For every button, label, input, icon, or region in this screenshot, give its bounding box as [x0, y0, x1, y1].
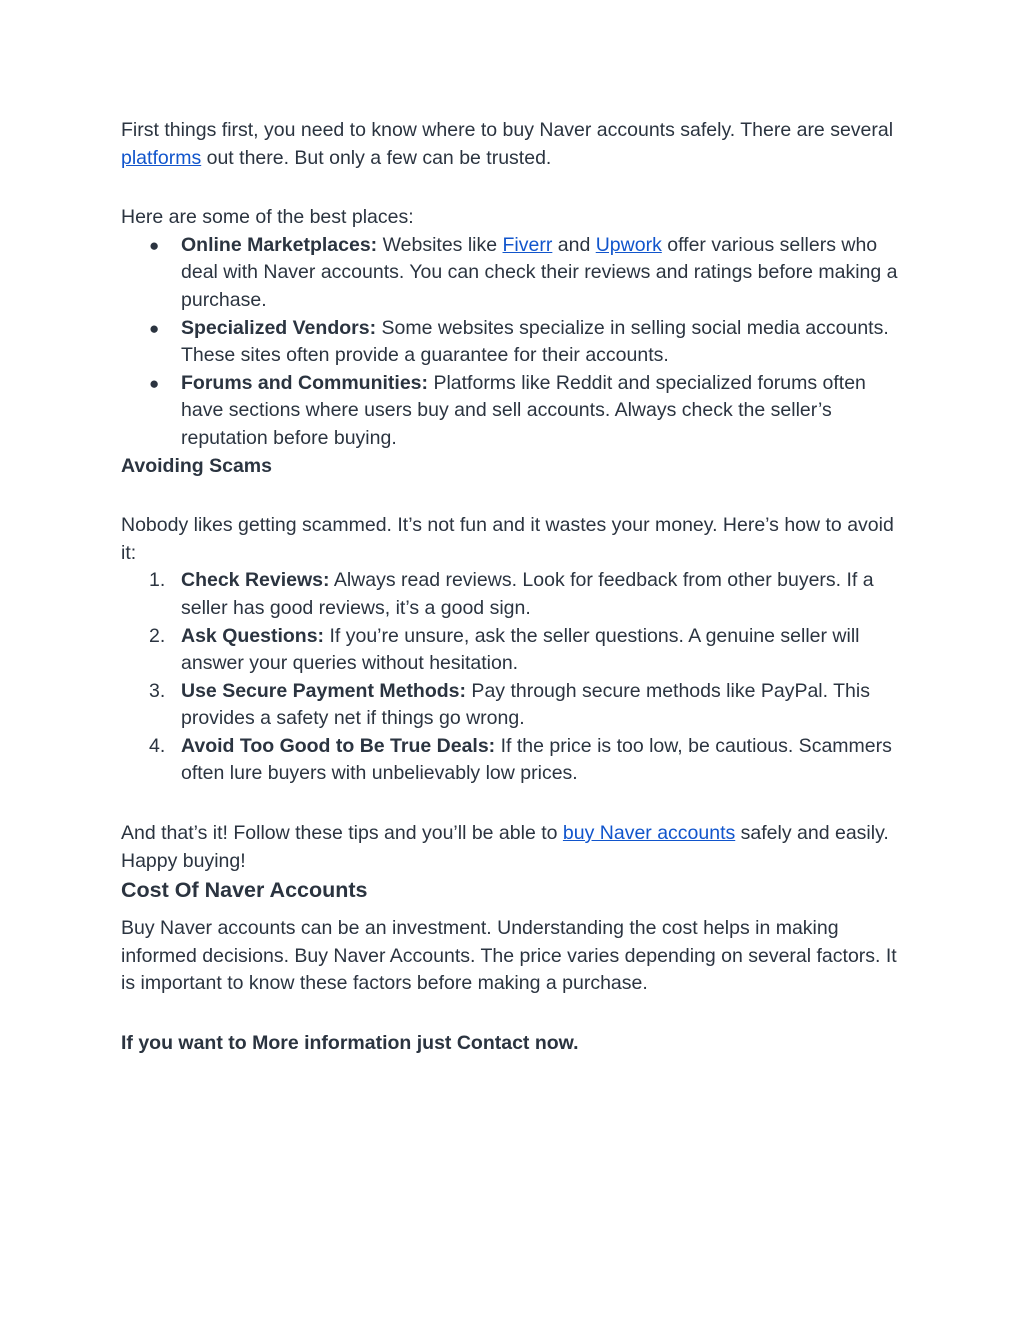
platforms-link[interactable]: platforms	[121, 146, 202, 169]
list-item-text: Websites like	[377, 233, 503, 256]
places-list	[121, 232, 911, 453]
bullet-icon: ●	[149, 235, 160, 255]
cost-heading: Cost Of Naver Accounts	[121, 878, 368, 903]
list-number: 4.	[149, 734, 166, 757]
list-item-title: Online Marketplaces:	[181, 233, 378, 256]
list-item-text: Always read reviews. Look for feedback from other buyers. If a seller has good reviews, it’s a good sign.	[181, 569, 874, 619]
avoiding-intro: Nobody likes getting scammed. It’s not fun and it wastes your money. Here’s how to avoid it:	[121, 514, 894, 564]
list-item-text: If you’re unsure, ask the seller questions. A genuine seller will answer your queries without hesitation.	[181, 624, 860, 675]
document-page	[121, 117, 911, 1058]
list-item-text: offer various sellers who deal with Naver accounts. You can check their reviews and ratings before making a purchase.	[181, 233, 898, 311]
closing-text-2: safely and easily. Happy buying!	[121, 822, 889, 872]
list-item	[121, 370, 911, 453]
list-item-title: Use Secure Payment Methods:	[181, 679, 467, 702]
list-item-title: Avoid Too Good to Be True Deals:	[181, 734, 496, 757]
list-item-title: Specialized Vendors:	[181, 316, 377, 339]
intro-text-1: First things first, you need to know where to buy Naver accounts safely. There are several	[121, 119, 894, 141]
intro-text-2: out there. But only a few can be trusted.	[201, 146, 552, 169]
fiverr-link[interactable]: Fiverr	[502, 233, 553, 256]
list-item-text: and	[552, 233, 596, 256]
list-item-title: Ask Questions:	[181, 624, 325, 647]
list-item	[121, 232, 911, 315]
list-number: 2.	[149, 624, 166, 647]
closing-paragraph	[121, 820, 911, 875]
list-item	[121, 733, 911, 788]
avoiding-scams-heading: Avoiding Scams	[121, 454, 272, 477]
list-number: 3.	[149, 679, 166, 702]
list-item-text: Pay through secure methods like PayPal. This provides a safety net if things go wrong.	[181, 679, 870, 730]
buy-naver-accounts-link[interactable]: buy Naver accounts	[562, 822, 736, 845]
list-item-text: Platforms like Reddit and specialized forums often have sections where users buy and sell accounts. Always check the seller’s reputation before buying.	[181, 371, 866, 449]
closing-text-1: And that’s it! Follow these tips and you’ll be able to	[121, 822, 563, 845]
bullet-icon: ●	[149, 373, 160, 393]
list-item	[121, 567, 911, 622]
contact-cta: If you want to More information just Contact now.	[121, 1032, 579, 1055]
list-item-text: Some websites specialize in selling social media accounts. These sites often provide a guarantee for their accounts.	[181, 316, 889, 367]
list-item	[121, 315, 911, 370]
scam-tips-list	[121, 567, 911, 788]
places-intro: Here are some of the best places:	[121, 206, 414, 229]
list-item-title: Check Reviews:	[181, 569, 330, 592]
list-item-title: Forums and Communities:	[181, 371, 429, 394]
cost-paragraph: Buy Naver accounts can be an investment. Understanding the cost helps in making informed decisions. Buy Naver Accounts. The price varies depending on several factors. It is important to know these factors before making a purchase.	[121, 917, 897, 995]
intro-paragraph	[121, 117, 911, 172]
bullet-icon: ●	[149, 318, 160, 338]
list-item	[121, 623, 911, 678]
list-item	[121, 678, 911, 733]
upwork-link[interactable]: Upwork	[595, 233, 662, 256]
list-number: 1.	[149, 569, 166, 592]
list-item-text: If the price is too low, be cautious. Scammers often lure buyers with unbelievably low prices.	[181, 734, 892, 785]
